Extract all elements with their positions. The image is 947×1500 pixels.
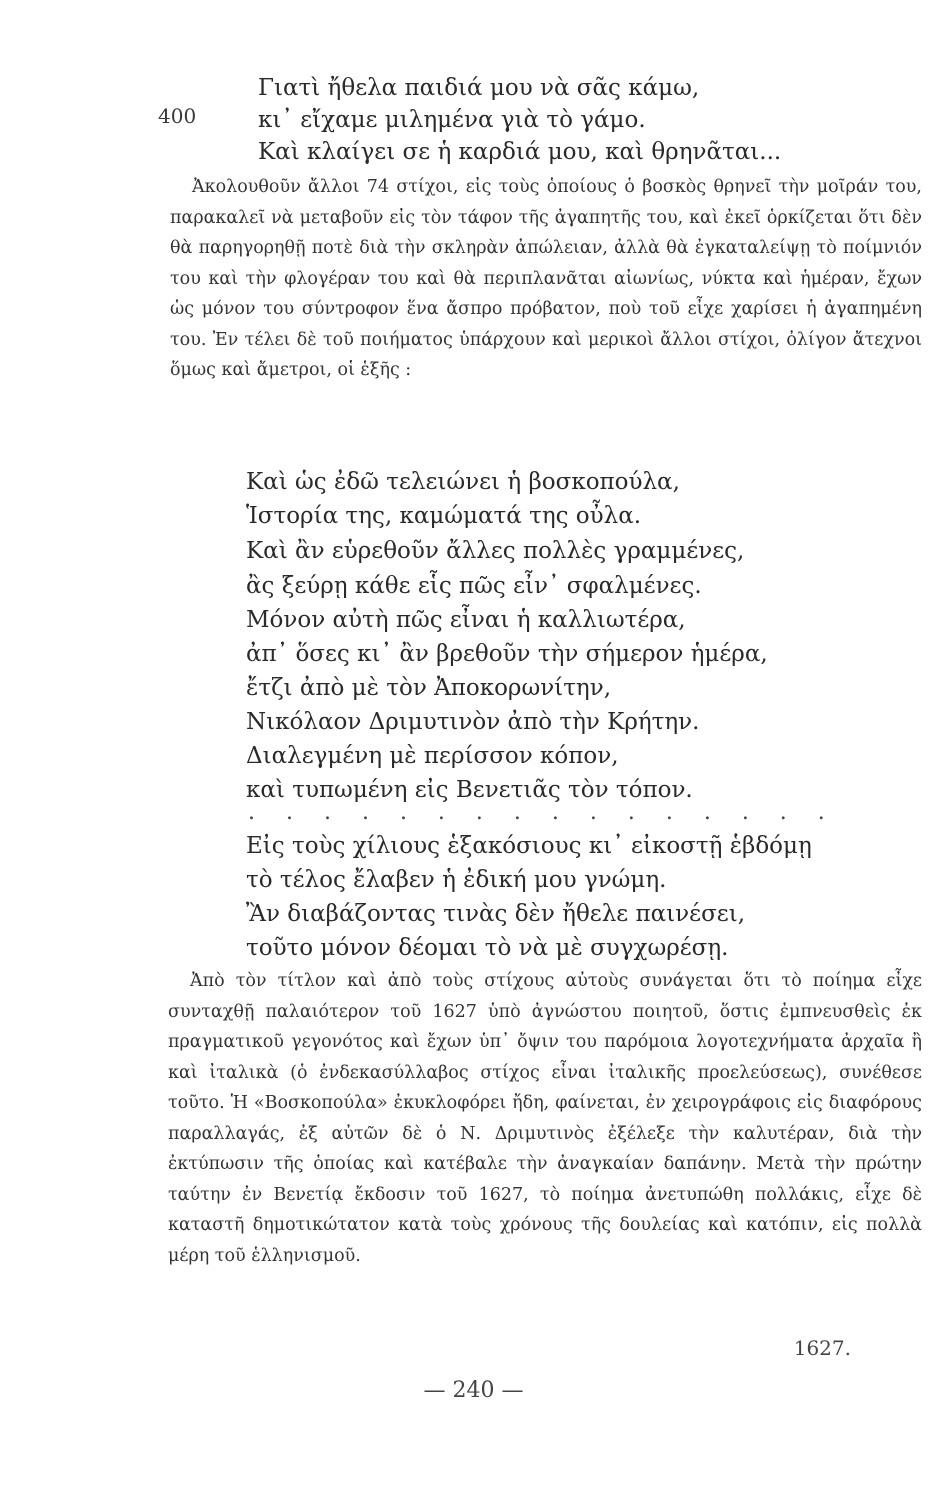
verse-line: τοῦτο μόνον δέομαι τὸ νὰ μὲ συγχωρέσῃ.	[246, 935, 729, 961]
verse-line: Γιατὶ ἤθελα παιδιά μου νὰ σᾶς κάμω,	[258, 75, 700, 101]
verse-line: Εἰς τοὺς χίλιους ἑξακόσιους κι᾽ εἰκοστῇ ἑβδόμῃ	[246, 833, 812, 859]
prose-text: Ἀκολουθοῦν ἄλλοι 74 στίχοι, εἰς τοὺς ὁποίους ὁ βοσκὸς θρηνεῖ τὴν μοῖράν του, παρακαλεῖ νὰ μεταβοῦν εἰς τὸν τάφον τῆς ἀγαπητῆς του, καὶ ἐκεῖ ὁρκίζεται ὅτι δὲν θὰ παρηγορηθῇ ποτὲ διὰ τὴν σκληρὰν ἀπώλειαν, ἀλλὰ θὰ ἐγκαταλείψῃ τὸ ποίμνιόν του καὶ τὴν φλογέραν του καὶ θὰ περιπλανᾶται αἰωνίως, νύκτα καὶ ἡμέραν, ἔχων ὡς μόνον του σύντροφον ἕνα ἄσπρο πρόβατον, ποὺ τοῦ εἶχε χαρίσει ἡ ἀγαπημένη του. Ἐν τέλει δὲ τοῦ ποιήματος ὑπάρχουν καὶ μερικοὶ ἄλλοι στίχοι, ὀλίγον ἄτεχνοι ὅμως καὶ ἄμετροι, οἱ ἑξῆς :	[170, 177, 922, 380]
prose-paragraph-1	[170, 172, 922, 386]
verse-line: Μόνον αὐτὴ πῶς εἶναι ἡ καλλιωτέρα,	[246, 607, 686, 633]
verse-line: Καὶ κλαίγει σε ἡ καρδιά μου, καὶ θρηνᾶται...	[258, 139, 782, 165]
verse-line: Ἱστορία της, καμώματά της οὖλα.	[246, 503, 642, 529]
date-note: 1627.	[793, 1336, 851, 1360]
verse-line: καὶ τυπωμένη εἰς Βενετιᾶς τὸν τόπον.	[246, 777, 693, 803]
verse-line: κι᾽ εἴχαμε μιλημένα γιὰ τὸ γάμο.	[258, 107, 646, 133]
verse-line: Νικόλαον Δριμυτινὸν ἀπὸ τὴν Κρήτην.	[246, 709, 700, 735]
verse-line: Καὶ ἂν εὑρεθοῦν ἄλλες πολλὲς γραμμένες,	[246, 538, 745, 564]
verse-line: ἀπ᾽ ὅσες κι᾽ ἂν βρεθοῦν τὴν σήμερον ἡμέρα,	[246, 641, 768, 667]
verse-line: ἂς ξεύρῃ κάθε εἷς πῶς εἶν᾽ σφαλμένες.	[246, 573, 702, 599]
prose-paragraph-2	[168, 966, 922, 1271]
prose-text: Ἀπὸ τὸν τίτλον καὶ ἀπὸ τοὺς στίχους αὐτοὺς συνάγεται ὅτι τὸ ποίημα εἶχε συνταχθῇ παλαιότερον τοῦ 1627 ὑπὸ ἀγνώστου ποιητοῦ, ὅστις ἐμπνευσθεὶς ἐκ πραγματικοῦ γεγονότος καὶ ἔχων ὑπ᾽ ὄψιν του παρόμοια λογοτεχνήματα ἀρχαῖα ἢ καὶ ἰταλικὰ (ὁ ἐνδεκασύλλαβος στίχος εἶναι ἰταλικῆς προελεύσεως), συνέθεσε τοῦτο. Ἡ «Βοσκοπούλα» ἐκυκλοφόρει ἤδη, φαίνεται, ἐν χειρογράφοις εἰς διαφόρους παραλλαγάς, ἐξ αὐτῶν δὲ ὁ Ν. Δριμυτινὸς ἐξέλεξε τὴν καλυτέραν, διὰ τὴν ἐκτύπωσιν τῆς ὁποίας καὶ κατέβαλε τὴν ἀναγκαίαν δαπάνην. Μετὰ τὴν πρώτην ταύτην ἐν Βενετίᾳ ἔκδοσιν τοῦ 1627, τὸ ποίημα ἀνετυπώθη πολλάκις, εἶχε δὲ καταστῆ δημοτικώτατον κατὰ τοὺς χρόνους τῆς δουλείας καὶ κατόπιν, εἰς πολλὰ μέρη τοῦ ἑλληνισμοῦ.	[168, 971, 922, 1266]
page-number: — 240 —	[423, 1378, 524, 1403]
verse-line: Διαλεγμένη μὲ περίσσον κόπον,	[246, 743, 619, 769]
verse-line: ἔτζι ἀπὸ μὲ τὸν Ἀποκορωνίτην,	[246, 675, 612, 701]
verse-line: Καὶ ὡς ἐδῶ τελειώνει ἡ βοσκοπούλα,	[246, 469, 680, 495]
verse-line: Ἂν διαβάζοντας τινὰς δὲν ἤθελε παινέσει,	[246, 901, 746, 927]
verse-line-number: 400	[158, 104, 197, 128]
verse-line: τὸ τέλος ἔλαβεν ἡ ἐδική μου γνώμη.	[246, 867, 667, 893]
omission-ellipsis: . . . . . . . . . . . . . . . .	[248, 800, 837, 825]
